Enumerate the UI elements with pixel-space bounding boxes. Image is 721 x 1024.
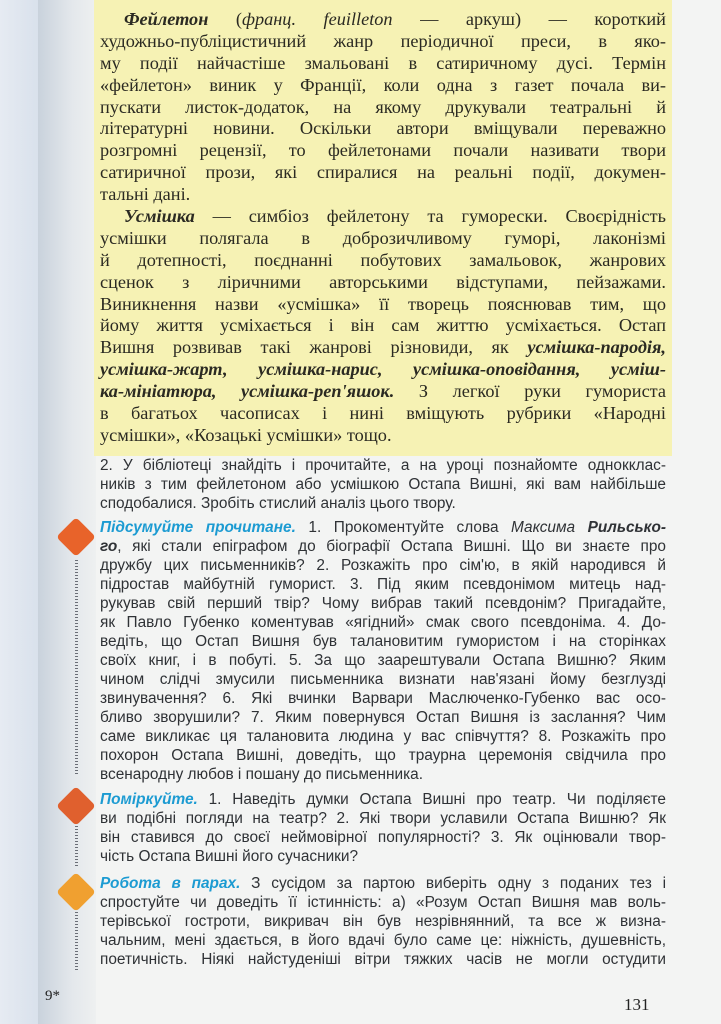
text-run: ників з тим фейлетоном або усмішкою Остапа Вишні, які вам найбільше bbox=[100, 476, 666, 493]
emphasis-run: Усмішка bbox=[124, 206, 195, 227]
text-line bbox=[100, 381, 666, 403]
text-line bbox=[100, 670, 666, 689]
page-margin bbox=[38, 0, 96, 1024]
text-line bbox=[100, 403, 666, 425]
text-run: своїх книг, і в побуті. 5. За що заарештували Остапа Вишню? Яким bbox=[100, 652, 666, 669]
signature-mark: 9* bbox=[45, 988, 60, 1004]
text-line bbox=[100, 518, 666, 537]
text-run: З легкої руки гумориста bbox=[394, 381, 667, 402]
section-heading: Робота в парах. bbox=[100, 875, 241, 892]
text-line bbox=[100, 162, 666, 184]
text-line bbox=[100, 912, 666, 931]
text-run: ви подібні погляди на театр? 2. Які твори уславили Остапа Вишню? Як bbox=[100, 810, 666, 827]
text-run: як Павло Губенко коментував «ягідний» смак свого псевдоніма. 4. До- bbox=[100, 614, 666, 631]
text-run: рукував свій перший твір? Чому вибрав такий псевдонім? Пригадайте, bbox=[100, 595, 666, 612]
text-run: літературні новини. Оскільки автори вміщували переважно bbox=[100, 118, 666, 139]
text-run: сатиричної прози, які спиралися на реальні події, докумен- bbox=[100, 162, 666, 183]
text-run: , які стали епіграфом до біографії Остапа Вишні. Що ви знаєте про bbox=[117, 538, 666, 555]
summarize-dotted-rule bbox=[75, 560, 78, 775]
text-line bbox=[100, 140, 666, 162]
text-run: Виникнення назви «усмішка» її творець пояснював тим, що bbox=[100, 293, 666, 314]
text-line bbox=[100, 475, 666, 494]
text-run: чальним, мені здається, в його вдачі було саме це: ніжність, душевність, bbox=[100, 932, 666, 949]
text-run: чість Остапа Вишні його сучасники? bbox=[100, 848, 359, 865]
text-run: всенародну любов і пошану до письменника. bbox=[100, 766, 423, 783]
text-line bbox=[100, 494, 666, 513]
text-line bbox=[100, 456, 666, 475]
text-run: чином слідчі змусили письменника визнати нав'язані йому безглузді bbox=[100, 671, 666, 688]
text-run: похорон Остапа Вишні, доведіть, що траурна церемонія свідчила про bbox=[100, 747, 666, 764]
text-run: ( bbox=[208, 9, 242, 29]
text-run: терівської гостроти, викривач він був незрівнянний, та все ж визна- bbox=[100, 913, 666, 930]
text-run: йому життя усміхається і він сам життю усміхається. Остап bbox=[100, 315, 666, 336]
text-run: спростуйте чи доведіть її істинність: а) «Розум Остап Вишня мав воль- bbox=[100, 894, 666, 911]
task-2-text bbox=[100, 456, 666, 513]
text-line bbox=[100, 847, 666, 866]
text-line bbox=[100, 184, 666, 206]
emphasis-run: усмішка-пародія, bbox=[527, 337, 666, 358]
text-line bbox=[100, 31, 666, 53]
think-questions bbox=[100, 790, 666, 866]
text-line bbox=[100, 53, 666, 75]
text-line bbox=[100, 250, 666, 272]
text-run: поетичність. Ніякі найстуденіші вітри тяжких часів не могли остудити bbox=[100, 951, 666, 968]
text-line bbox=[100, 118, 666, 140]
text-line bbox=[100, 294, 666, 316]
text-line bbox=[100, 790, 666, 809]
text-run: Вишня розвивав такі жанрові різновиди, як bbox=[100, 337, 528, 358]
emphasis-run: Максима bbox=[511, 519, 588, 536]
emphasis-run: франц. feuilleton bbox=[241, 9, 393, 29]
think-dotted-rule bbox=[75, 826, 78, 866]
text-line bbox=[100, 228, 666, 250]
text-line bbox=[100, 746, 666, 765]
emphasis-run: го bbox=[100, 538, 118, 555]
definitions-text bbox=[100, 9, 666, 447]
text-run: З сусідом за партою виберіть одну з поданих тез і bbox=[240, 875, 666, 892]
text-line bbox=[100, 359, 666, 381]
text-run: ведіть, що Остап Вишня був талановитим гумористом і на сторінках bbox=[100, 633, 666, 650]
page-edge bbox=[0, 0, 38, 1024]
text-run: пускати листок-додаток, на якому друкували театральні й bbox=[100, 96, 666, 117]
text-run: тальні дані. bbox=[100, 184, 191, 205]
text-line bbox=[100, 425, 666, 447]
text-run: звинувачення? 6. Які вчинки Варвари Маслюченко-Губенко вас осо- bbox=[100, 690, 666, 707]
text-line bbox=[100, 809, 666, 828]
text-run: сподобалися. Зробіть стислий аналіз цього твору. bbox=[100, 495, 456, 512]
text-line bbox=[100, 727, 666, 746]
text-run: саме викликає ця талановита людина у вас співчуття? 8. Розкажіть про bbox=[100, 728, 666, 745]
text-line bbox=[100, 9, 666, 31]
emphasis-run: Фейлетон bbox=[124, 9, 209, 29]
text-line bbox=[100, 272, 666, 294]
text-line bbox=[100, 537, 666, 556]
page-number: 131 bbox=[624, 995, 650, 1014]
text-run: 2. У бібліотеці знайдіть і прочитайте, а на уроці познайомте однокклас- bbox=[100, 457, 666, 474]
section-heading: Поміркуйте. bbox=[100, 791, 198, 808]
text-line bbox=[100, 575, 666, 594]
text-line bbox=[100, 828, 666, 847]
section-heading: Підсумуйте прочитане. bbox=[100, 519, 296, 536]
pairs-dotted-rule bbox=[75, 912, 78, 972]
text-run: усмішки», «Козацькі усмішки» тощо. bbox=[100, 424, 392, 445]
text-line bbox=[100, 931, 666, 950]
text-run: в багатьох часописах і нині вміщують рубрики «Народні bbox=[100, 403, 666, 424]
text-line bbox=[100, 950, 666, 969]
summarize-questions bbox=[100, 518, 666, 784]
emphasis-run: Рильсько- bbox=[587, 519, 666, 536]
text-line bbox=[100, 206, 666, 228]
text-run: 1. Прокоментуйте слова bbox=[295, 519, 512, 536]
text-line bbox=[100, 893, 666, 912]
text-run: — симбіоз фейлетону та гуморески. Своєрідність bbox=[194, 206, 666, 227]
text-line bbox=[100, 594, 666, 613]
text-line bbox=[100, 632, 666, 651]
text-run: підростав майбутній гуморист. 3. Під яким псевдонімом митець над- bbox=[100, 576, 666, 593]
text-line bbox=[100, 765, 666, 784]
text-run: — аркуш) — короткий bbox=[392, 9, 666, 29]
text-run: «фейлетон» виник у Франції, коли одна з газет почала ви- bbox=[100, 74, 666, 95]
text-line bbox=[100, 75, 666, 97]
text-line bbox=[100, 556, 666, 575]
text-run: художньо-публіцистичний жанр періодичної преси, в яко- bbox=[100, 30, 666, 51]
text-run: сценок з ліричними авторськими відступами, пейзажами. bbox=[100, 271, 666, 292]
text-run: бливо зворушили? 7. Яким повернувся Остап Вишня із заслання? Чим bbox=[100, 709, 666, 726]
text-run: дружбу цих письменників? 2. Розкажіть про сім'ю, в якій народився й bbox=[100, 557, 666, 574]
pair-work-text bbox=[100, 874, 666, 969]
text-run: розгромні рецензії, то фейлетонами почали називати твори bbox=[100, 140, 666, 161]
text-line bbox=[100, 337, 666, 359]
text-line bbox=[100, 97, 666, 119]
text-run: він ставився до своєї неймовірної популярності? 3. Як оцінювали твор- bbox=[100, 829, 666, 846]
text-line bbox=[100, 613, 666, 632]
text-line bbox=[100, 315, 666, 337]
text-run: усмішки полягала в доброзичливому гуморі, лаконізмі bbox=[100, 227, 666, 248]
text-line bbox=[100, 874, 666, 893]
text-line bbox=[100, 708, 666, 727]
text-run: 1. Наведіть думки Остапа Вишні про театр. Чи поділяєте bbox=[197, 791, 666, 808]
emphasis-run: ка-мініатюра, усмішка-реп'яшок. bbox=[100, 381, 395, 402]
text-run: му події найчастіше змальовані в сатиричному дусі. Термін bbox=[100, 52, 666, 73]
text-line bbox=[100, 689, 666, 708]
emphasis-run: усмішка-жарт, усмішка-нарис, усмішка-оповідання, усміш- bbox=[100, 359, 666, 380]
text-run: й дотепності, поєднанні побутових замальовок, жанрових bbox=[100, 249, 666, 270]
text-line bbox=[100, 651, 666, 670]
